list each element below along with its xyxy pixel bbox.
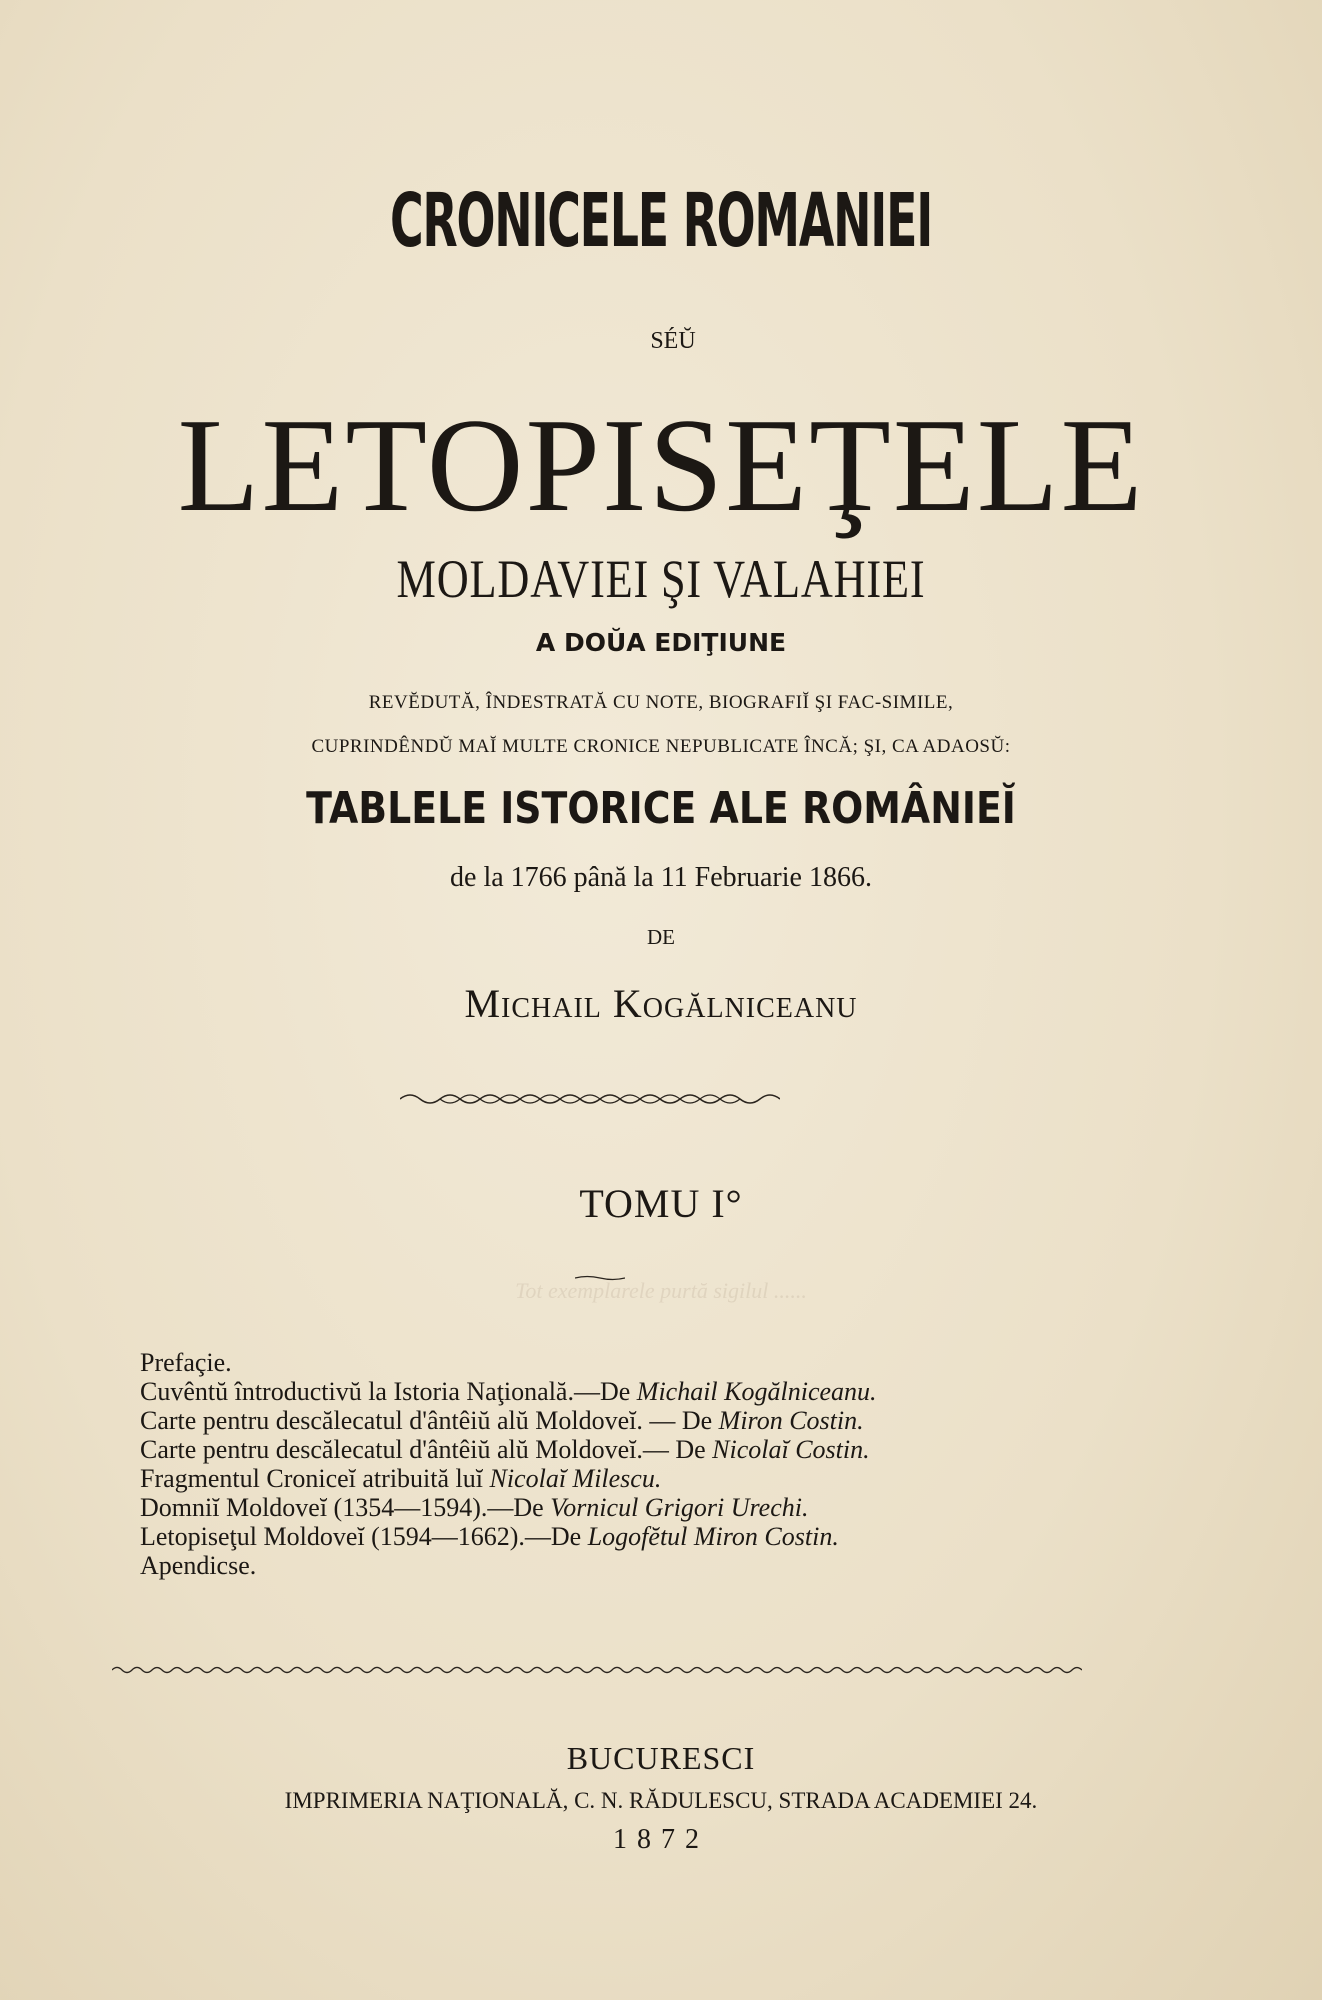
letopisetele-title: LETOPISEŢELE: [177, 391, 1145, 539]
description-line-2: CUPRINDÊNDŬ MAĬ MULTE CRONICE NEPUBLICATE ÎNCĂ; ŞI, CA ADAOSŬ:: [311, 736, 1011, 757]
contents-item: Carte pentru descălecatul d'ântêiŭ alŭ Moldoveĭ.— De Nicolaĭ Costin.: [140, 1435, 870, 1464]
contents-list: [140, 1348, 1140, 1580]
contents-item: Letopiseţul Moldoveĭ (1594—1662).—De Logofĕtul Miron Costin.: [140, 1522, 839, 1551]
author-by: DE: [647, 925, 675, 949]
contents-item: Fragmentul Cronicеĭ atribuită luĭ Nicolaĭ Milescu.: [140, 1464, 662, 1493]
title-conjunction: SÉŬ: [650, 328, 696, 354]
subtitle-regions: MOLDAVIEI ŞI VALAHIEI: [396, 549, 926, 609]
author-name: Michail Kogălniceanu: [464, 981, 858, 1026]
contents-item: Domniĭ Moldoveĭ (1354—1594).—De Vornicul Grigori Urechi.: [140, 1493, 809, 1522]
description-line-1: REVĔDUTĂ, ÎNDESTRATĂ CU NOTE, BIOGRAFIĬ ŞI FAC-SIMILE,: [368, 692, 954, 713]
wavy-ornament-top: [400, 1088, 780, 1110]
imprint-year: 1872: [613, 1824, 709, 1855]
volume-label: TOMU I°: [579, 1181, 743, 1226]
contents-item: Prefaçie.: [140, 1348, 232, 1377]
imprint-city: BUCURESCI: [566, 1740, 756, 1776]
contents-item: Carte pentru descălecatul d'ântêiŭ alŭ Moldoveĭ. — De Miron Costin.: [140, 1406, 864, 1435]
faint-stamp-text: Tot exemplarele purtă sigilul ......: [515, 1278, 807, 1303]
tables-title: TABLELE ISTORICE ALE ROMÂNIEĬ: [306, 783, 1016, 834]
contents-item: Apendicse.: [140, 1551, 257, 1580]
edition-label: A DOŬA EDIŢIUNE: [535, 628, 787, 657]
wavy-rule-bottom: [112, 1664, 1082, 1676]
contents-item: Cuvêntŭ întroductivŭ la Istoria Naţională.—De Michail Kogălniceanu.: [140, 1377, 877, 1406]
tables-dates: de la 1766 până la 11 Februarie 1866.: [450, 862, 872, 893]
short-rule: [575, 1274, 625, 1282]
main-title: CRONICELE ROMANIEI: [389, 178, 933, 264]
imprint-press: IMPRIMERIA NAŢIONALĂ, C. N. RĂDULESCU, STRADA ACADEMIEI 24.: [284, 1788, 1038, 1813]
